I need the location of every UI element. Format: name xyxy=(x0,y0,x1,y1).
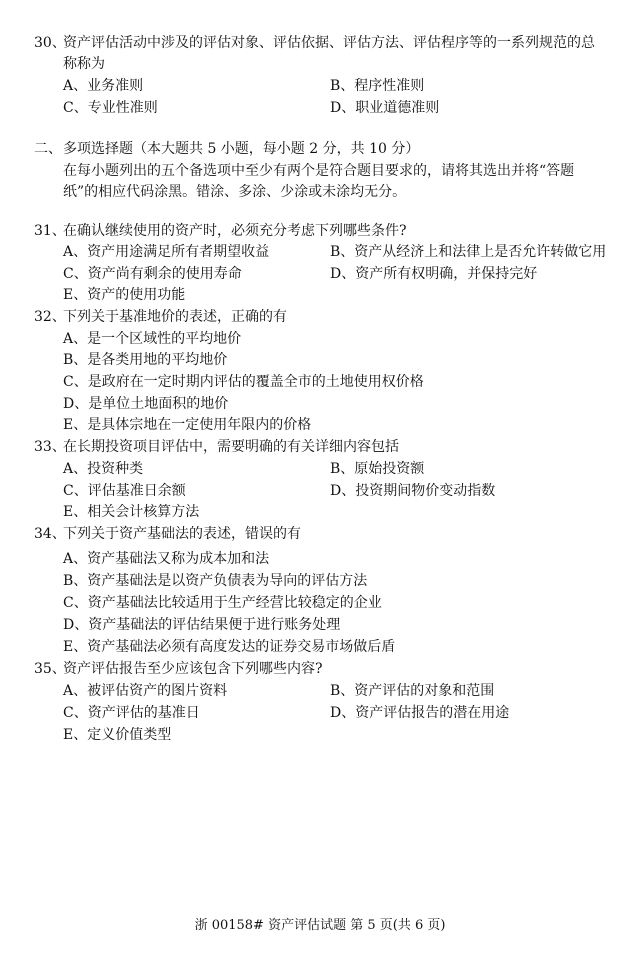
q30-option-a: A、业务准则 xyxy=(63,78,144,94)
q33-option-e: E、相关会计核算方法 xyxy=(63,504,200,520)
q31-option-b: B、资产从经济上和法律上是否允许转做它用 xyxy=(330,244,607,260)
q32-option-a: A、是一个区域性的平均地价 xyxy=(63,331,242,347)
q31-number: 31、 xyxy=(34,223,66,239)
q34-stem: 下列关于资产基础法的表述，错误的有 xyxy=(63,526,301,542)
section2-title: 多项选择题（本大题共 5 小题，每小题 2 分，共 10 分） xyxy=(63,141,420,157)
q30-number: 30、 xyxy=(34,35,66,51)
q32-option-e: E、是具体宗地在一定使用年限内的价格 xyxy=(63,417,312,433)
q30-option-c: C、专业性准则 xyxy=(63,100,158,116)
page-footer: 浙 00158# 资产评估试题 第 5 页(共 6 页) xyxy=(194,918,446,933)
q32-number: 32、 xyxy=(34,309,66,325)
q34-option-a: A、资产基础法又称为成本加和法 xyxy=(63,551,270,567)
q31-stem: 在确认继续使用的资产时，必须充分考虑下列哪些条件? xyxy=(63,223,407,239)
section2-instruction-line1: 在每小题列出的五个备选项中至少有两个是符合题目要求的，请将其选出并将“答题 xyxy=(63,163,575,179)
q33-option-a: A、投资种类 xyxy=(63,461,144,477)
q31-option-e: E、资产的使用功能 xyxy=(63,287,186,303)
q33-option-c: C、评估基准日余额 xyxy=(63,483,186,499)
q33-option-d: D、投资期间物价变动指数 xyxy=(330,483,496,499)
q33-number: 33、 xyxy=(34,439,66,455)
q30-option-b: B、程序性准则 xyxy=(330,78,425,94)
q35-option-c: C、资产评估的基准日 xyxy=(63,705,200,721)
q32-stem: 下列关于基准地价的表述，正确的有 xyxy=(63,309,287,325)
q33-option-b: B、原始投资额 xyxy=(330,461,425,477)
q35-option-d: D、资产评估报告的潜在用途 xyxy=(330,705,510,721)
q30-stem-line2: 称称为 xyxy=(63,56,105,72)
q32-option-d: D、是单位土地面积的地价 xyxy=(63,396,229,412)
q32-option-b: B、是各类用地的平均地价 xyxy=(63,352,228,368)
q31-option-a: A、资产用途满足所有者期望收益 xyxy=(63,244,270,260)
q35-option-a: A、被评估资产的图片资料 xyxy=(63,683,228,699)
q34-option-d: D、资产基础法的评估结果便于进行账务处理 xyxy=(63,617,341,633)
q30-option-d: D、职业道德准则 xyxy=(330,100,440,116)
q34-option-b: B、资产基础法是以资产负债表为导向的评估方法 xyxy=(63,573,368,589)
section2-instruction-line2: 纸”的相应代码涂黑。错涂、多涂、少涂或未涂均无分。 xyxy=(63,184,407,200)
q32-option-c: C、是政府在一定时期内评估的覆盖全市的土地使用权价格 xyxy=(63,374,424,390)
q34-option-c: C、资产基础法比较适用于生产经营比较稳定的企业 xyxy=(63,595,382,611)
q35-stem: 资产评估报告至少应该包含下列哪些内容? xyxy=(63,661,323,677)
q31-option-c: C、资产尚有剩余的使用寿命 xyxy=(63,266,242,282)
q34-option-e: E、资产基础法必须有高度发达的证券交易市场做后盾 xyxy=(63,639,396,655)
q35-number: 35、 xyxy=(34,661,66,677)
q35-option-e: E、定义价值类型 xyxy=(63,727,172,743)
q31-option-d: D、资产所有权明确，并保持完好 xyxy=(330,266,538,282)
section2-number: 二、 xyxy=(34,141,62,157)
q34-number: 34、 xyxy=(34,526,66,542)
q30-stem-line1: 资产评估活动中涉及的评估对象、评估依据、评估方法、评估程序等的一系列规范的总 xyxy=(63,35,595,51)
q35-option-b: B、资产评估的对象和范围 xyxy=(330,683,495,699)
q33-stem: 在长期投资项目评估中，需要明确的有关详细内容包括 xyxy=(63,439,399,455)
